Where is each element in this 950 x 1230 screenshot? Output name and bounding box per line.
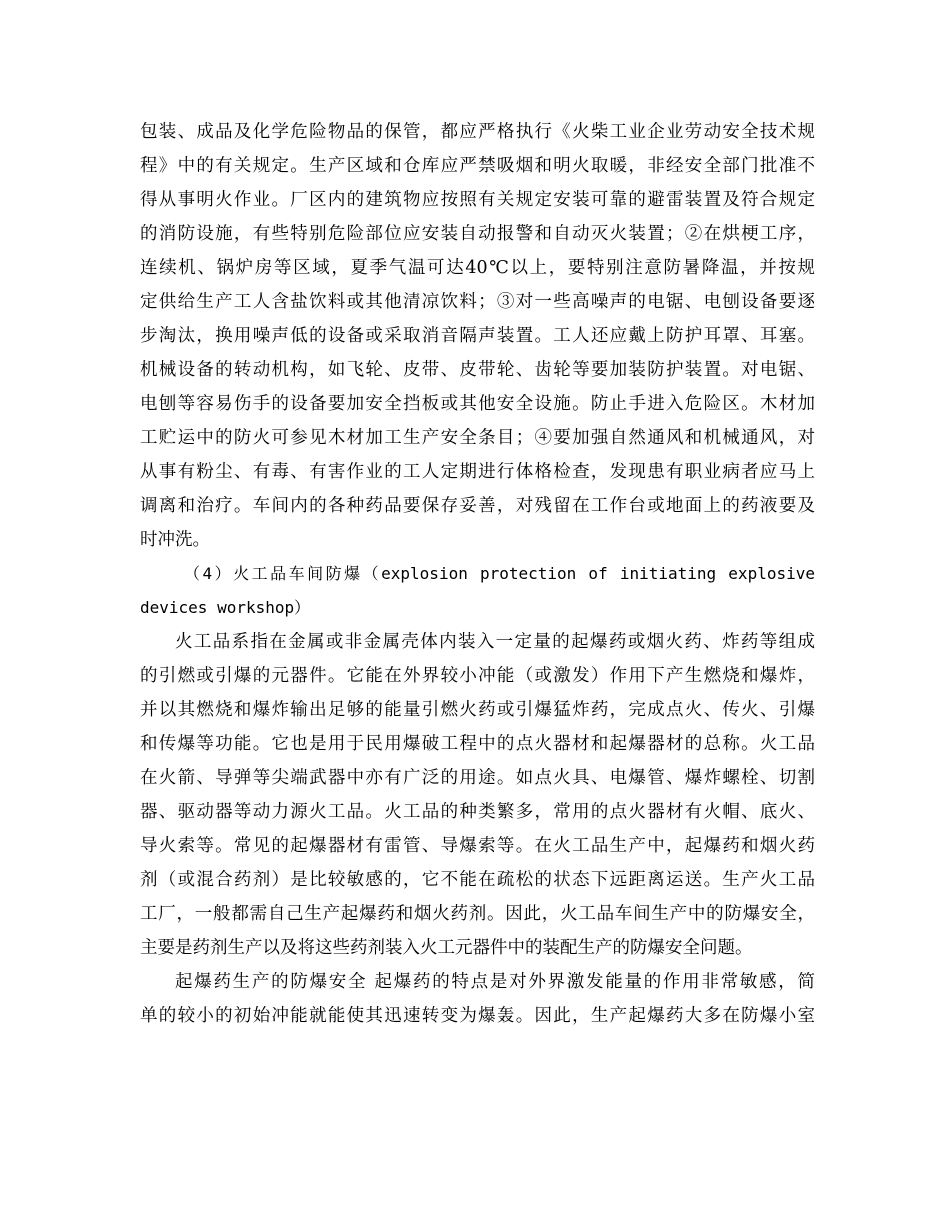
text-line: 的消防设施，有些特别危险部位应安装自动报警和自动灭火装置；②在烘梗工序， <box>140 224 815 244</box>
text-line: 并以其燃烧和爆炸输出足够的能量引燃火药或引爆猛炸药，完成点火、传火、引爆 <box>140 700 815 720</box>
text-line: 器、驱动器等动力源火工品。火工品的种类繁多，常用的点火器材有火帽、底火、 <box>140 802 815 822</box>
paragraph-first-line: 火工品系指在金属或非金属壳体内装入一定量的起爆药或烟火药、炸药等组成 <box>175 632 815 652</box>
text-line: 时冲洗。 <box>140 530 210 550</box>
text-line: 步淘汰，换用噪声低的设备或采取消音隔声装置。工人还应戴上防护耳罩、耳塞。 <box>140 326 815 346</box>
text-line: 得从事明火作业。厂区内的建筑物应按照有关规定安装可靠的避雷装置及符合规定 <box>140 190 815 210</box>
text-line: 机械设备的转动机构，如飞轮、皮带、皮带轮、齿轮等要加装防护装置。对电锯、 <box>140 360 815 380</box>
section-heading: （4）火工品车间防爆（explosion protection of initiating explosive <box>184 564 815 583</box>
text-line: 剂（或混合药剂）是比较敏感的，它不能在疏松的状态下远距离运送。生产火工品 <box>140 870 815 890</box>
text-line: 单的较小的初始冲能就能使其迅速转变为爆轰。因此，生产起爆药大多在防爆小室 <box>140 1006 815 1026</box>
text-line: 电刨等容易伤手的设备要加安全挡板或其他安全设施。防止手进入危险区。木材加 <box>140 394 815 414</box>
text-line: 导火索等。常见的起爆器材有雷管、导爆索等。在火工品生产中，起爆药和烟火药 <box>140 836 815 856</box>
text-line: 包装、成品及化学危险物品的保管，都应严格执行《火柴工业企业劳动安全技术规 <box>140 122 815 142</box>
text-line: 主要是药剂生产以及将这些药剂装入火工元器件中的装配生产的防爆安全问题。 <box>140 938 753 958</box>
text-line: 从事有粉尘、有毒、有害作业的工人定期进行体格检查，发现患有职业病者应马上 <box>140 462 815 482</box>
text-line: 定供给生产工人含盐饮料或其他清凉饮料；③对一些高噪声的电锯、电刨设备要逐 <box>140 292 815 312</box>
text-line: 程》中的有关规定。生产区域和仓库应严禁吸烟和明火取暖，非经安全部门批准不 <box>140 156 815 176</box>
text-line: 和传爆等功能。它也是用于民用爆破工程中的点火器材和起爆器材的总称。火工品 <box>140 734 815 754</box>
text-line: 调离和治疗。车间内的各种药品要保存妥善，对残留在工作台或地面上的药液要及 <box>140 496 815 516</box>
text-line: 工厂，一般都需自己生产起爆药和烟火药剂。因此，火工品车间生产中的防爆安全， <box>140 904 815 924</box>
text-line: 的引燃或引爆的元器件。它能在外界较小冲能（或激发）作用下产生燃烧和爆炸， <box>140 666 815 686</box>
text-line: 工贮运中的防火可参见木材加工生产安全条目；④要加强自然通风和机械通风，对 <box>140 428 815 448</box>
paragraph-first-line: 起爆药生产的防爆安全 起爆药的特点是对外界激发能量的作用非常敏感，简 <box>175 972 815 992</box>
text-line: 连续机、锅炉房等区域，夏季气温可达40℃以上，要特别注意防暑降温，并按规 <box>140 258 815 278</box>
section-heading-continued: devices workshop） <box>140 598 311 617</box>
document-page <box>140 115 815 1033</box>
text-line: 在火箭、导弹等尖端武器中亦有广泛的用途。如点火具、电爆管、爆炸螺栓、切割 <box>140 768 815 788</box>
